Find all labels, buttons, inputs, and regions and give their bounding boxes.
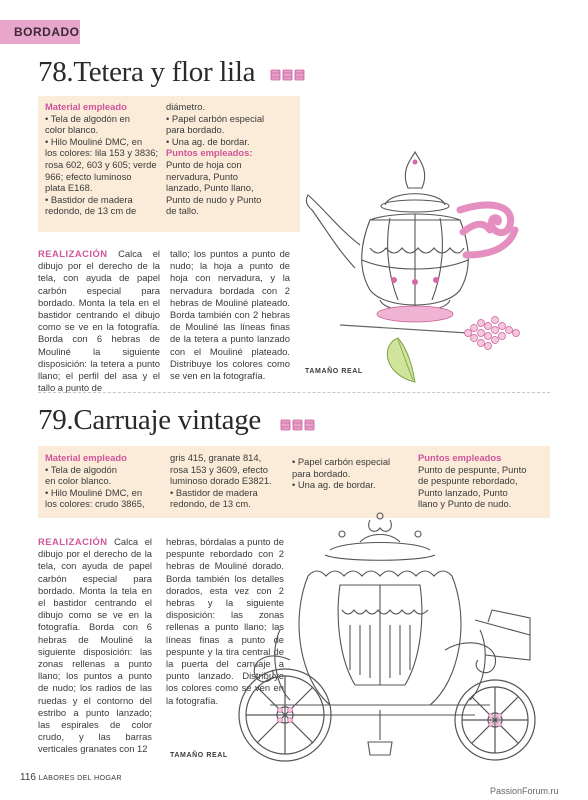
page-number: 116 — [20, 772, 36, 783]
material-line: • Papel carbón especial — [292, 456, 391, 467]
material-line: redondo, de 13 cm. — [170, 498, 251, 510]
teapot-flower-illustration — [300, 150, 540, 385]
stitch-line: Punto lanzado, Punto — [418, 486, 508, 498]
material-line: diámetro. — [166, 101, 206, 112]
project-78-title-text: Tetera y flor lila — [73, 56, 256, 88]
material-line: • Hilo Mouliné DMC, en — [45, 135, 143, 147]
material-line: • Tela de algodón en — [45, 112, 130, 124]
section-divider — [38, 392, 550, 393]
stitch-line: de tallo. — [166, 205, 199, 217]
stitch-line: Punto de pespunte, Punto — [418, 463, 527, 475]
material-line: gris 415, granate 814, — [170, 452, 262, 463]
project-78-instructions-col2: tallo; los puntos a punto de nudo; la hoja a punto de hoja con nervadura, y la nervadura bordada con 2 hebras de Mouliné plateado. Borda también con 2 hebras de Mouliné las líneas finas de la tetera a punto lanzado con el Mouliné plateado. Distribuye los colores como se ven en la fotografía. — [170, 248, 290, 382]
thread-spools-icon — [270, 68, 306, 82]
project-78-material-heading: Material empleado — [45, 101, 127, 112]
material-line: para bordado. — [292, 467, 351, 479]
realizacion-label: REALIZACIÓN — [38, 536, 108, 547]
project-79-material-col1 — [45, 452, 165, 510]
stitch-line: llano y Punto de nudo. — [418, 498, 512, 510]
stitch-line: Punto de nudo y Punto — [166, 193, 262, 205]
project-79-instructions-col2: hebras, bórdalas a punto de pespunte rebordado con 2 hebras de Mouliné dorado. Borda también los detalles dorados, esta vez con 2 hebras y la siguiente disposición: las zonas rellenas a punto llano; las líneas finas a punto de pespunte y la tira central de la puerta del carruaje a punto lanzado. Distribuye los colores como se ven en la fotografía. — [166, 536, 284, 706]
material-line: • Hilo Mouliné DMC, en — [45, 486, 143, 498]
instructions-text: Calca el dibujo por el derecho de la tela, con ayuda de papel carbón especial para bordado. Monta la tela en el bastidor centrando el dibujo como se ve en la fotografía. Borda con 6 hebras de Mouliné la siguiente disposición: la tetera a punto llano; el perfil del asa y el tallo a punto de — [38, 248, 161, 394]
project-78-material-col2 — [166, 101, 298, 217]
instructions-text: Calca el dibujo por el derecho de la tela, con ayuda de papel carbón especial para bordado. Monta la tela en el bastidor centrando el dibujo como se ve en la fotografía. Borda con 6 hebras de Mouliné la siguiente disposición: las zonas rellenas a punto llano; los puntos a punto de nudo; los radios de las ruedas y el contorno del estribo a punto lanzado; las espirales de color crudo, y las barras verticales granates con 12 — [38, 536, 153, 755]
stitch-line: de pespunte rebordado, — [418, 475, 518, 487]
stitch-line: lanzado, Punto llano, — [166, 182, 254, 194]
stitch-line: Punto de hoja con — [166, 158, 242, 170]
project-78-instructions-col1 — [38, 248, 160, 394]
material-line: luminoso dorado E3821. — [170, 475, 272, 487]
material-line: • Tela de algodón — [45, 463, 117, 475]
footer — [20, 772, 122, 783]
project-79-material-col3 — [292, 456, 407, 491]
section-tag: BORDADO — [0, 20, 80, 44]
project-79-material-heading: Material empleado — [45, 452, 127, 463]
material-line: color blanco. — [45, 124, 99, 136]
material-line: • Papel carbón especial — [166, 112, 265, 124]
project-79-caption: TAMAÑO REAL — [170, 752, 228, 759]
project-79-stitches-heading: Puntos empleados — [418, 452, 502, 463]
project-78-title — [38, 56, 255, 89]
stitch-line: nervadura, Punto — [166, 170, 238, 182]
material-line: rosa 602, 603 y 605; verde — [45, 158, 157, 170]
project-78-material-col1 — [45, 101, 167, 217]
thread-spools-icon — [280, 418, 316, 432]
material-line: los colores: lila 153 y 3836; — [45, 147, 159, 159]
material-line: • Bastidor de madera — [45, 193, 133, 205]
material-line: • Una ag. de bordar. — [166, 135, 250, 147]
material-line: en color blanco. — [45, 475, 112, 487]
project-79-instructions-col1 — [38, 536, 152, 756]
carriage-illustration — [230, 510, 560, 765]
project-79-material-col2 — [170, 452, 285, 510]
material-line: plata E168. — [45, 182, 93, 194]
project-79-number: 79. — [38, 404, 74, 436]
material-line: 966; efecto luminoso — [45, 170, 132, 182]
material-line: para bordado. — [166, 124, 225, 136]
project-79-title — [38, 404, 261, 437]
project-78-number: 78. — [38, 56, 74, 88]
magazine-name: LABORES DEL HOGAR — [38, 773, 122, 782]
material-line: redondo, de 13 cm de — [45, 205, 137, 217]
project-79-title-text: Carruaje vintage — [73, 404, 261, 436]
material-line: • Una ag. de bordar. — [292, 479, 376, 491]
realizacion-label: REALIZACIÓN — [38, 248, 108, 259]
watermark: PassionForum.ru — [490, 786, 559, 796]
project-78-caption: TAMAÑO REAL — [305, 368, 363, 375]
project-79-stitches-col — [418, 452, 548, 510]
project-78-stitches-heading: Puntos empleados: — [166, 147, 253, 159]
material-line: • Bastidor de madera — [170, 486, 258, 498]
material-line: los colores: crudo 3865, — [45, 498, 145, 510]
material-line: rosa 153 y 3609, efecto — [170, 463, 268, 475]
